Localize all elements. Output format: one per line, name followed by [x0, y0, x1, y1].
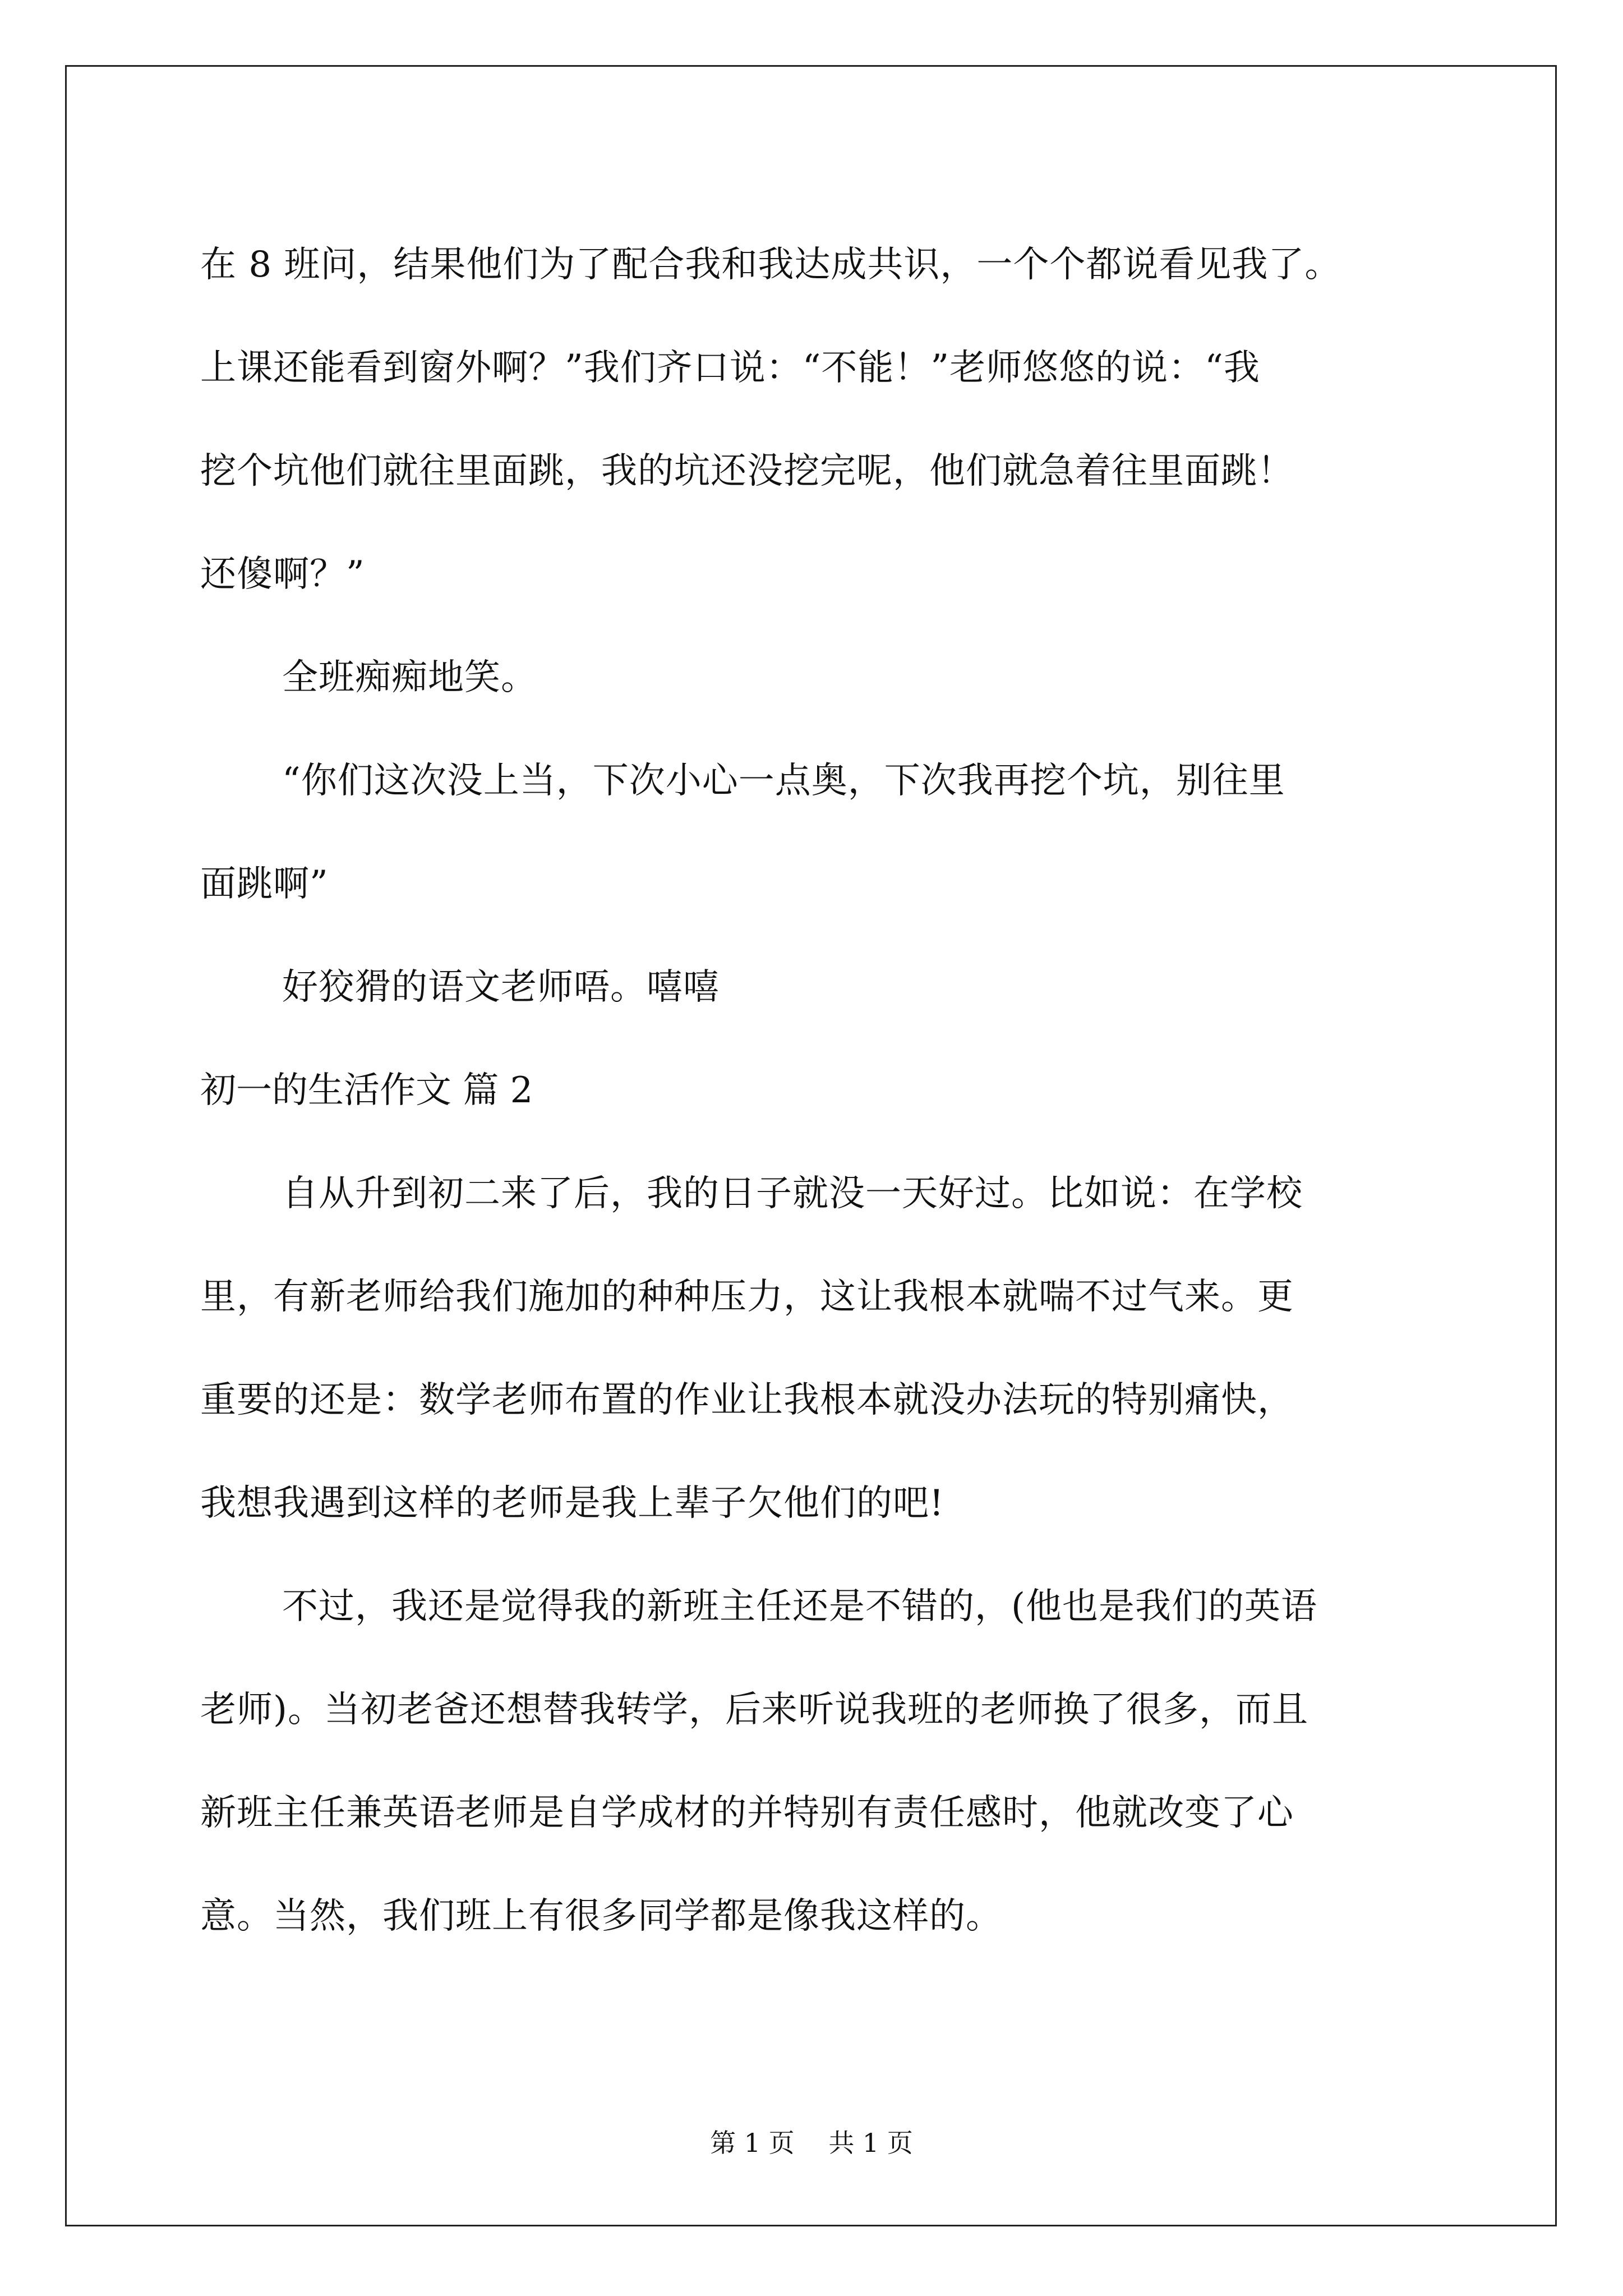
- text-line: 面跳啊”: [200, 863, 329, 905]
- text-line: 上课还能看到窗外啊？”我们齐口说：“不能！”老师悠悠的说：“我: [200, 347, 1260, 389]
- text-line: 里，有新老师给我们施加的种种压力，这让我根本就喘不过气来。更: [200, 1276, 1294, 1318]
- document-body: [200, 213, 1434, 1968]
- text-line: “你们这次没上当，下次小心一点奥，下次我再挖个坑，别往里: [282, 760, 1285, 802]
- text-line: 好狡猾的语文老师唔。嘻嘻: [282, 967, 720, 1008]
- page-total: 共 1 页: [828, 2128, 913, 2158]
- text-line: 挖个坑他们就往里面跳，我的坑还没挖完呢，他们就急着往里面跳！: [200, 450, 1294, 492]
- text-line: 我想我遇到这样的老师是我上辈子欠他们的吧!: [200, 1483, 944, 1524]
- text-line: 还傻啊？”: [200, 554, 365, 595]
- text-line: 自从升到初二来了后，我的日子就没一天好过。比如说：在学校: [282, 1173, 1303, 1214]
- text-line: 老师)。当初老爸还想替我转学，后来听说我班的老师换了很多，而且: [200, 1689, 1308, 1731]
- text-line: 全班痴痴地笑。: [282, 657, 537, 698]
- page-footer: [0, 2126, 1623, 2160]
- section-heading: 初一的生活作文 篇 2: [200, 1070, 533, 1111]
- page-number: 第 1 页: [710, 2128, 795, 2158]
- text-line: 重要的还是：数学老师布置的作业让我根本就没办法玩的特别痛快，: [200, 1379, 1294, 1421]
- text-line: 不过，我还是觉得我的新班主任还是不错的，(他也是我们的英语: [282, 1586, 1317, 1627]
- text-line: 新班主任兼英语老师是自学成材的并特别有责任感时，他就改变了心: [200, 1792, 1294, 1834]
- text-line: 意。当然，我们班上有很多同学都是像我这样的。: [200, 1895, 1002, 1937]
- text-line: 在 8 班问，结果他们为了配合我和我达成共识，一个个都说看见我了。: [200, 244, 1341, 286]
